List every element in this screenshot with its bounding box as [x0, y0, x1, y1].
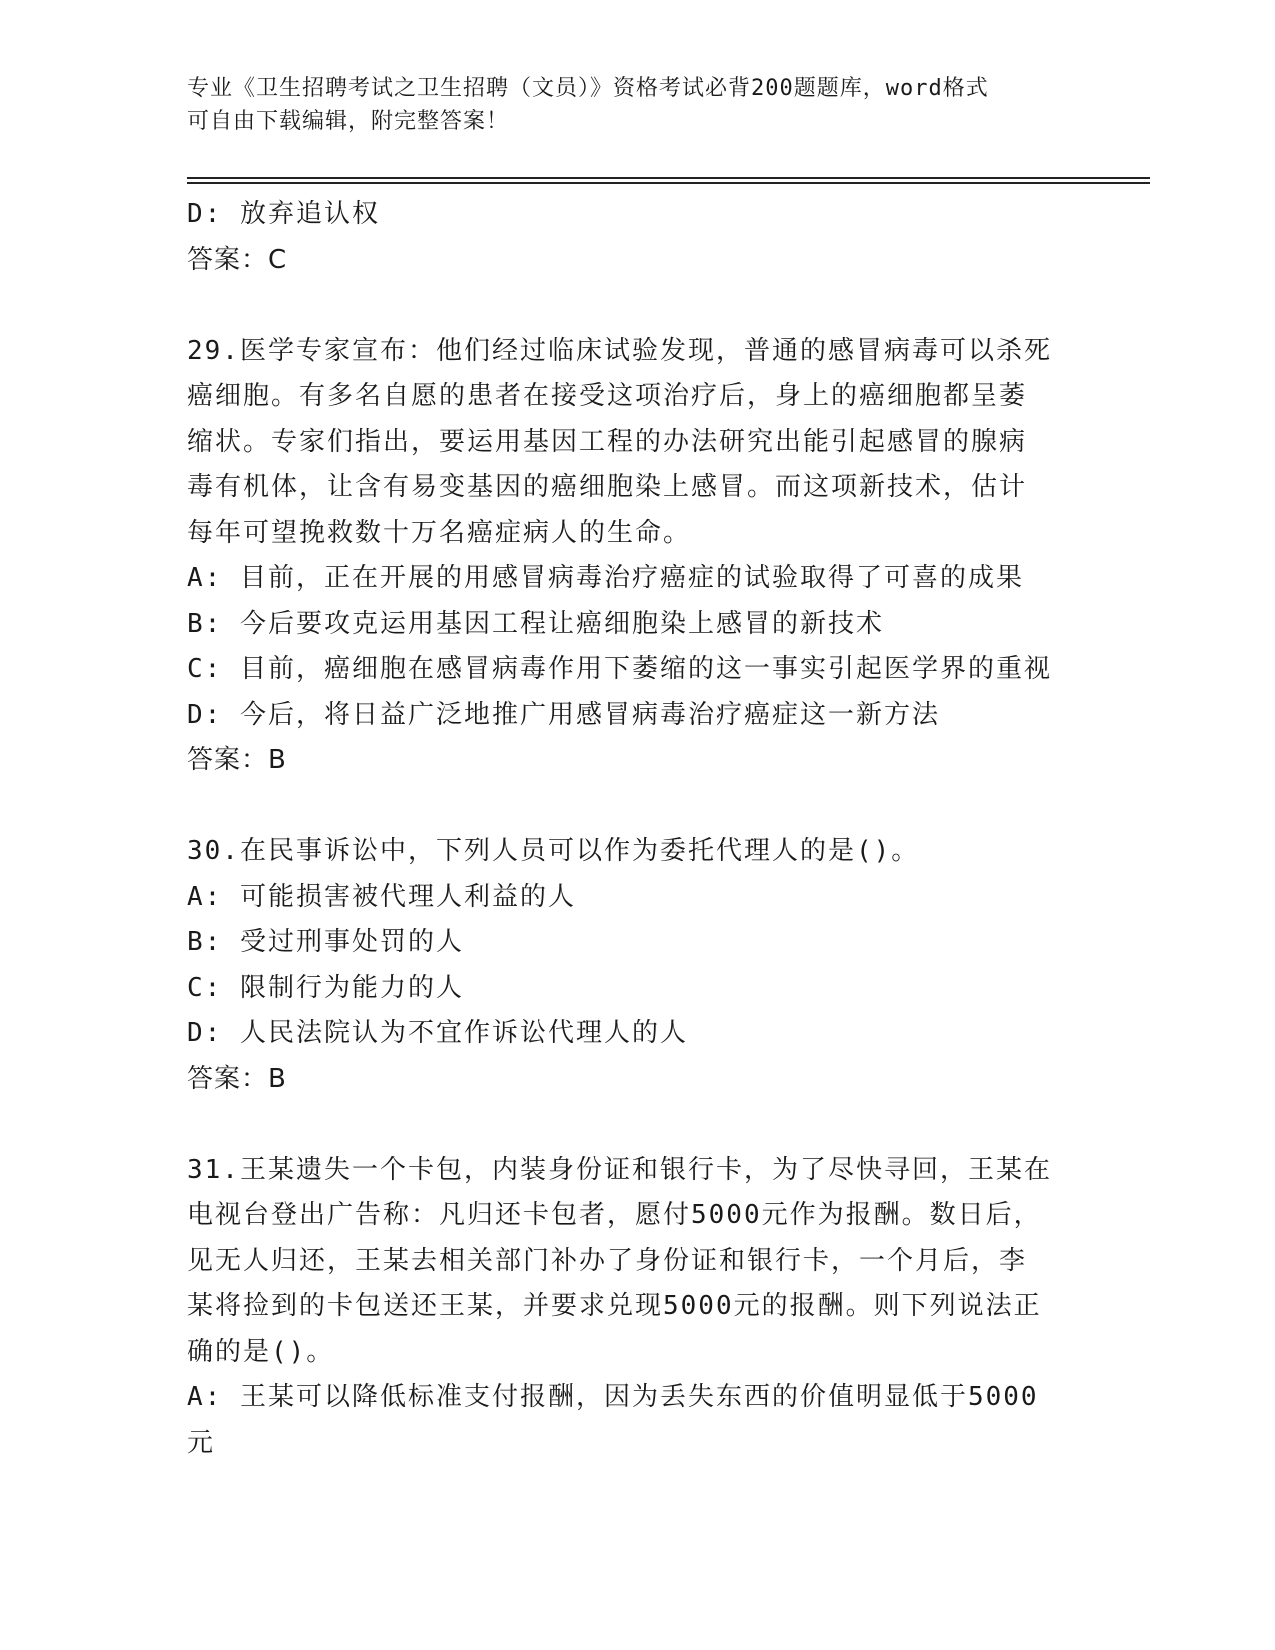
question-stem-line: 29.医学专家宣布：他们经过临床试验发现，普通的感冒病毒可以杀死: [187, 335, 1052, 366]
header-rule-bottom: [187, 182, 1150, 184]
prev-option-d: D: 放弃追认权: [187, 199, 380, 229]
document-body: [187, 192, 1087, 1466]
question-30: [187, 829, 1087, 1102]
header-rule-top: [187, 177, 1150, 179]
answer: 答案：B: [187, 745, 287, 775]
option-a: A: 目前，正在开展的用感冒病毒治疗癌症的试验取得了可喜的成果: [187, 563, 1024, 593]
answer: 答案：B: [187, 1063, 287, 1094]
option-d: D: 人民法院认为不宜作诉讼代理人的人: [187, 1018, 688, 1048]
document-header: [187, 72, 1087, 138]
option-c: C: 目前，癌细胞在感冒病毒作用下萎缩的这一事实引起医学界的重视: [187, 654, 1052, 684]
question-stem-line: 毒有机体，让含有易变基因的癌细胞染上感冒。而这项新技术，估计: [187, 472, 1028, 502]
question-stem-line: 某将捡到的卡包送还王某，并要求兑现5000元的报酬。则下列说法正: [187, 1291, 1042, 1321]
question-stem-line: 30.在民事诉讼中，下列人员可以作为委托代理人的是()。: [187, 836, 920, 866]
option-b: B: 今后要攻克运用基因工程让癌细胞染上感冒的新技术: [187, 608, 884, 639]
question-stem-line: 缩状。专家们指出，要运用基因工程的办法研究出能引起感冒的腺病: [187, 426, 1028, 457]
spacer: [187, 784, 1087, 830]
option-d: D: 今后，将日益广泛地推广用感冒病毒治疗癌症这一新方法: [187, 699, 940, 730]
question-stem-line: 癌细胞。有多名自愿的患者在接受这项治疗后，身上的癌细胞都呈萎: [187, 381, 1028, 411]
question-stem-line: 31.王某遗失一个卡包，内装身份证和银行卡，为了尽快寻回，王某在: [187, 1154, 1052, 1185]
spacer: [187, 1102, 1087, 1148]
question-stem-line: 确的是()。: [187, 1336, 335, 1367]
prev-answer: 答案：C: [187, 244, 288, 275]
option-c: C: 限制行为能力的人: [187, 972, 464, 1003]
question-31: [187, 1148, 1087, 1467]
header-line-1: 专业《卫生招聘考试之卫生招聘（文员）》资格考试必背200题题库，word格式: [187, 76, 989, 101]
header-line-2: 可自由下载编辑，附完整答案！: [187, 109, 510, 134]
option-a-continued: 元: [187, 1427, 216, 1458]
option-b: B: 受过刑事处罚的人: [187, 927, 464, 957]
option-a: A: 王某可以降低标准支付报酬，因为丢失东西的价值明显低于5000: [187, 1382, 1039, 1412]
question-29: [187, 329, 1087, 784]
question-stem-line: 每年可望挽救数十万名癌症病人的生命。: [187, 517, 692, 548]
question-stem-line: 电视台登出广告称：凡归还卡包者，愿付5000元作为报酬。数日后，: [187, 1200, 1042, 1230]
question-stem-line: 见无人归还，王某去相关部门补办了身份证和银行卡，一个月后，李: [187, 1245, 1028, 1276]
option-a: A: 可能损害被代理人利益的人: [187, 881, 576, 912]
spacer: [187, 283, 1087, 329]
